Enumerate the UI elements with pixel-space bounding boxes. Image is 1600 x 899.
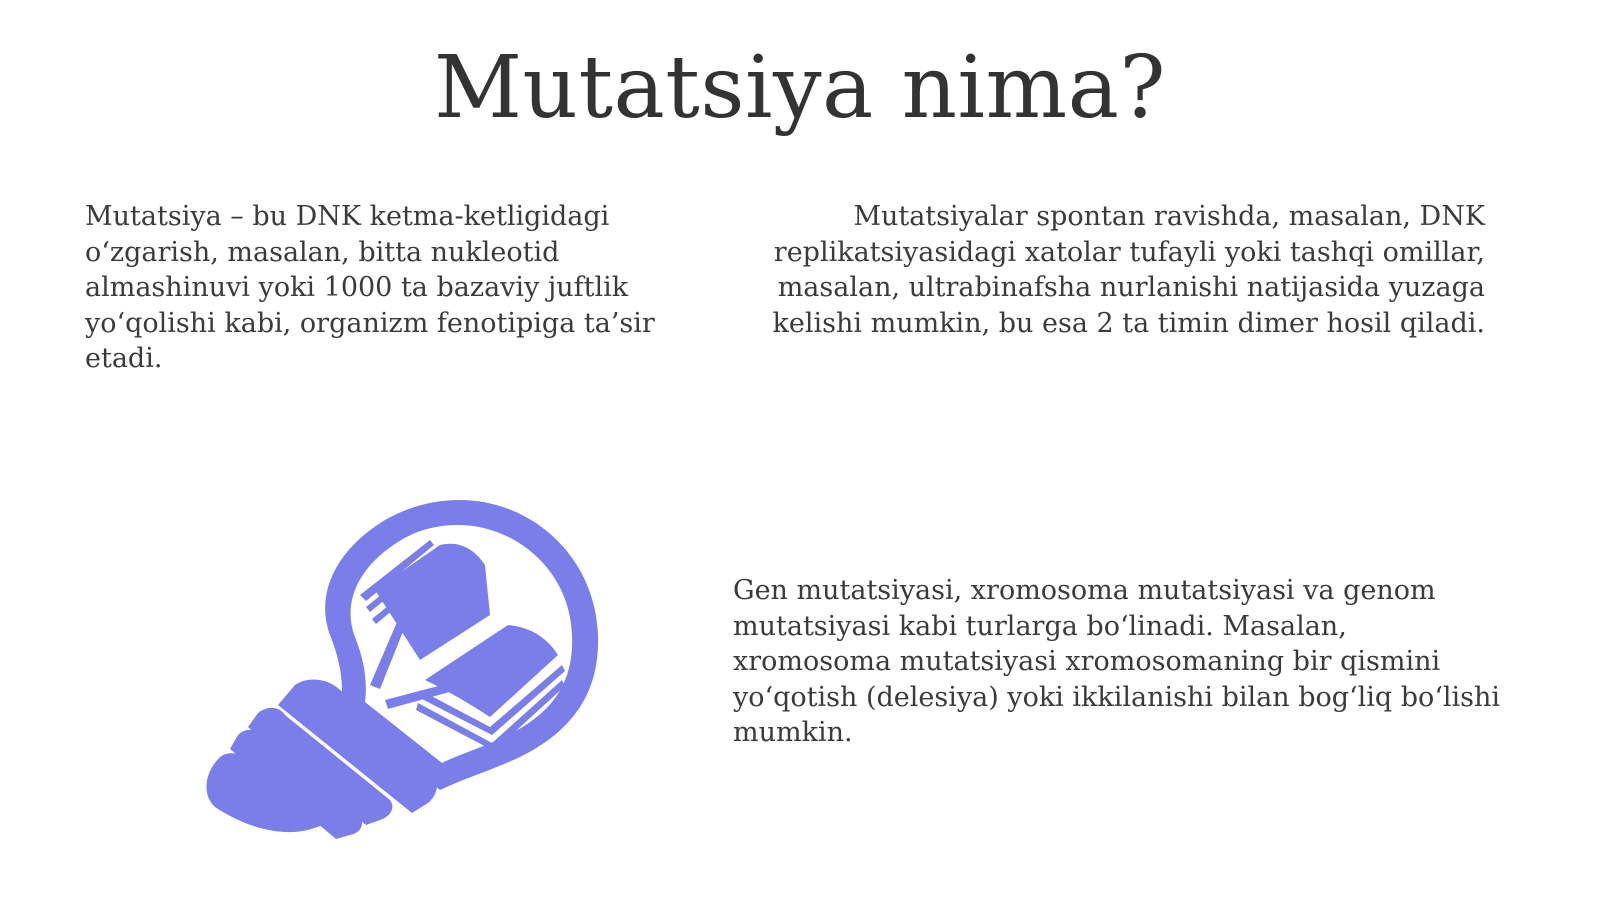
paragraph-definition: Mutatsiya – bu DNK ketma-ketligidagi o‘zgarish, masalan, bitta nukleotid almashinuvi yoki 1000 ta bazaviy juftlik yo‘qolishi kabi, organizm fenotipiga ta’sir etadi. (85, 201, 655, 374)
lightbulb-book-icon (190, 495, 630, 855)
paragraph-types: Gen mutatsiyasi, xromosoma mutatsiyasi va genom mutatsiyasi kabi turlarga bo‘linadi. Masalan, xromosoma mutatsiyasi xromosomaning bir qismini yo‘qotish (delesiya) yoki ikkilanishi bilan bog‘liq bo‘lishi mumkin. (733, 575, 1501, 748)
slide-title: Mutatsiya nima? (434, 38, 1166, 138)
paragraph-causes: Mutatsiyalar spontan ravishda, masalan, DNK replikatsiyasidagi xatolar tufayli yoki tashqi omillar, masalan, ultrabinafsha nurlanishi natijasida yuzaga kelishi mumkin, bu esa 2 ta timin dimer hosil qiladi. (772, 201, 1485, 339)
